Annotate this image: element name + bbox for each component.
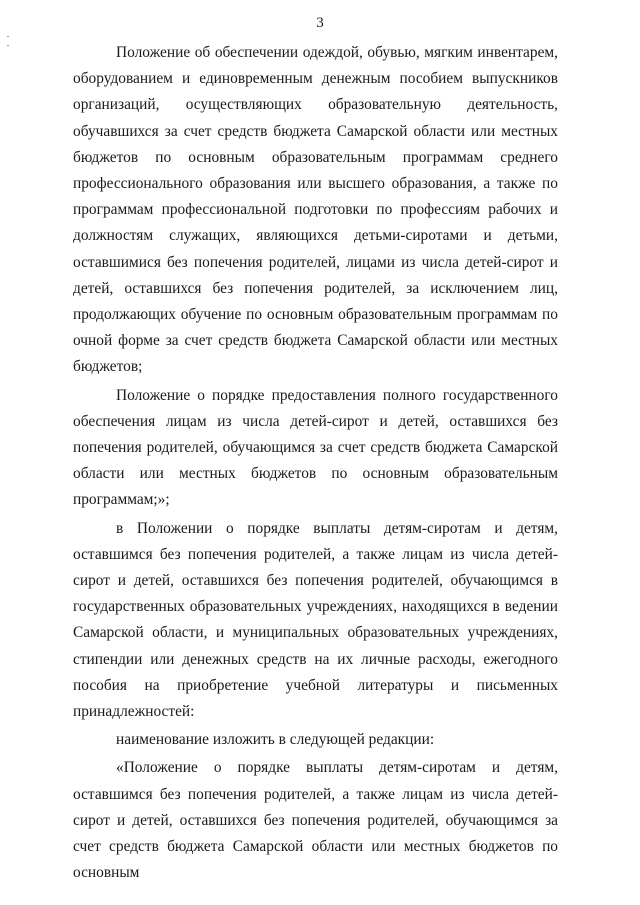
scan-artifact bbox=[7, 36, 9, 37]
paragraph-title-instruction: наименование изложить в следующей редакции: bbox=[116, 731, 435, 749]
paragraph-regulation-clothing: Положение об обеспечении одеждой, обувью, мягким инвентарем, оборудованием и единовременным денежным пособием выпускников организаций, осуществляющих образовательную деятельность, обучавшихся за счет средств бюджета Самарской области или местных бюджетов по основным образовательным программам среднего профессионального образования или высшего образования, а также по программам профессиональной подготовки по профессиям рабочих и должностям служащих, являющихся детьми-сиротами и детьми, оставшимися без попечения родителей, лицами из числа детей-сирот и детей, оставшихся без попечения родителей, за исключением лиц, продолжающих обучение по основным образовательным программам по очной форме за счет средств бюджета Самарской области или местных бюджетов; bbox=[73, 44, 558, 376]
scan-artifact bbox=[7, 45, 9, 46]
paragraph-regulation-state-support: Положение о порядке предоставления полного государственного обеспечения лицам из числа детей-сирот и детей, оставшихся без попечения родителей, обучающимся за счет средств бюджета Самарской области или местных бюджетов по основным образовательным программам;»; bbox=[73, 386, 558, 509]
page-number: 3 bbox=[316, 15, 324, 31]
document-body bbox=[73, 40, 558, 887]
paragraph-regulation-payments: в Положении о порядке выплаты детям-сиротам и детям, оставшимся без попечения родителей, а также лицам из числа детей-сирот и детей, оставшихся без попечения родителей, обучающимся в государственных образовательных учреждениях, находящихся в ведении Самарской области, и муниципальных образовательных учреждениях, стипендии или денежных средств на их личные расходы, ежегодного пособия на приобретение учебной литературы и письменных принадлежностей: bbox=[73, 519, 558, 721]
paragraph-new-title: «Положение о порядке выплаты детям-сиротам и детям, оставшимся без попечения родителей, а также лицам из числа детей-сирот и детей, оставшихся без попечения родителей, обучающимся за счет средств бюджета Самарской области или местных бюджетов по основным bbox=[73, 759, 558, 882]
